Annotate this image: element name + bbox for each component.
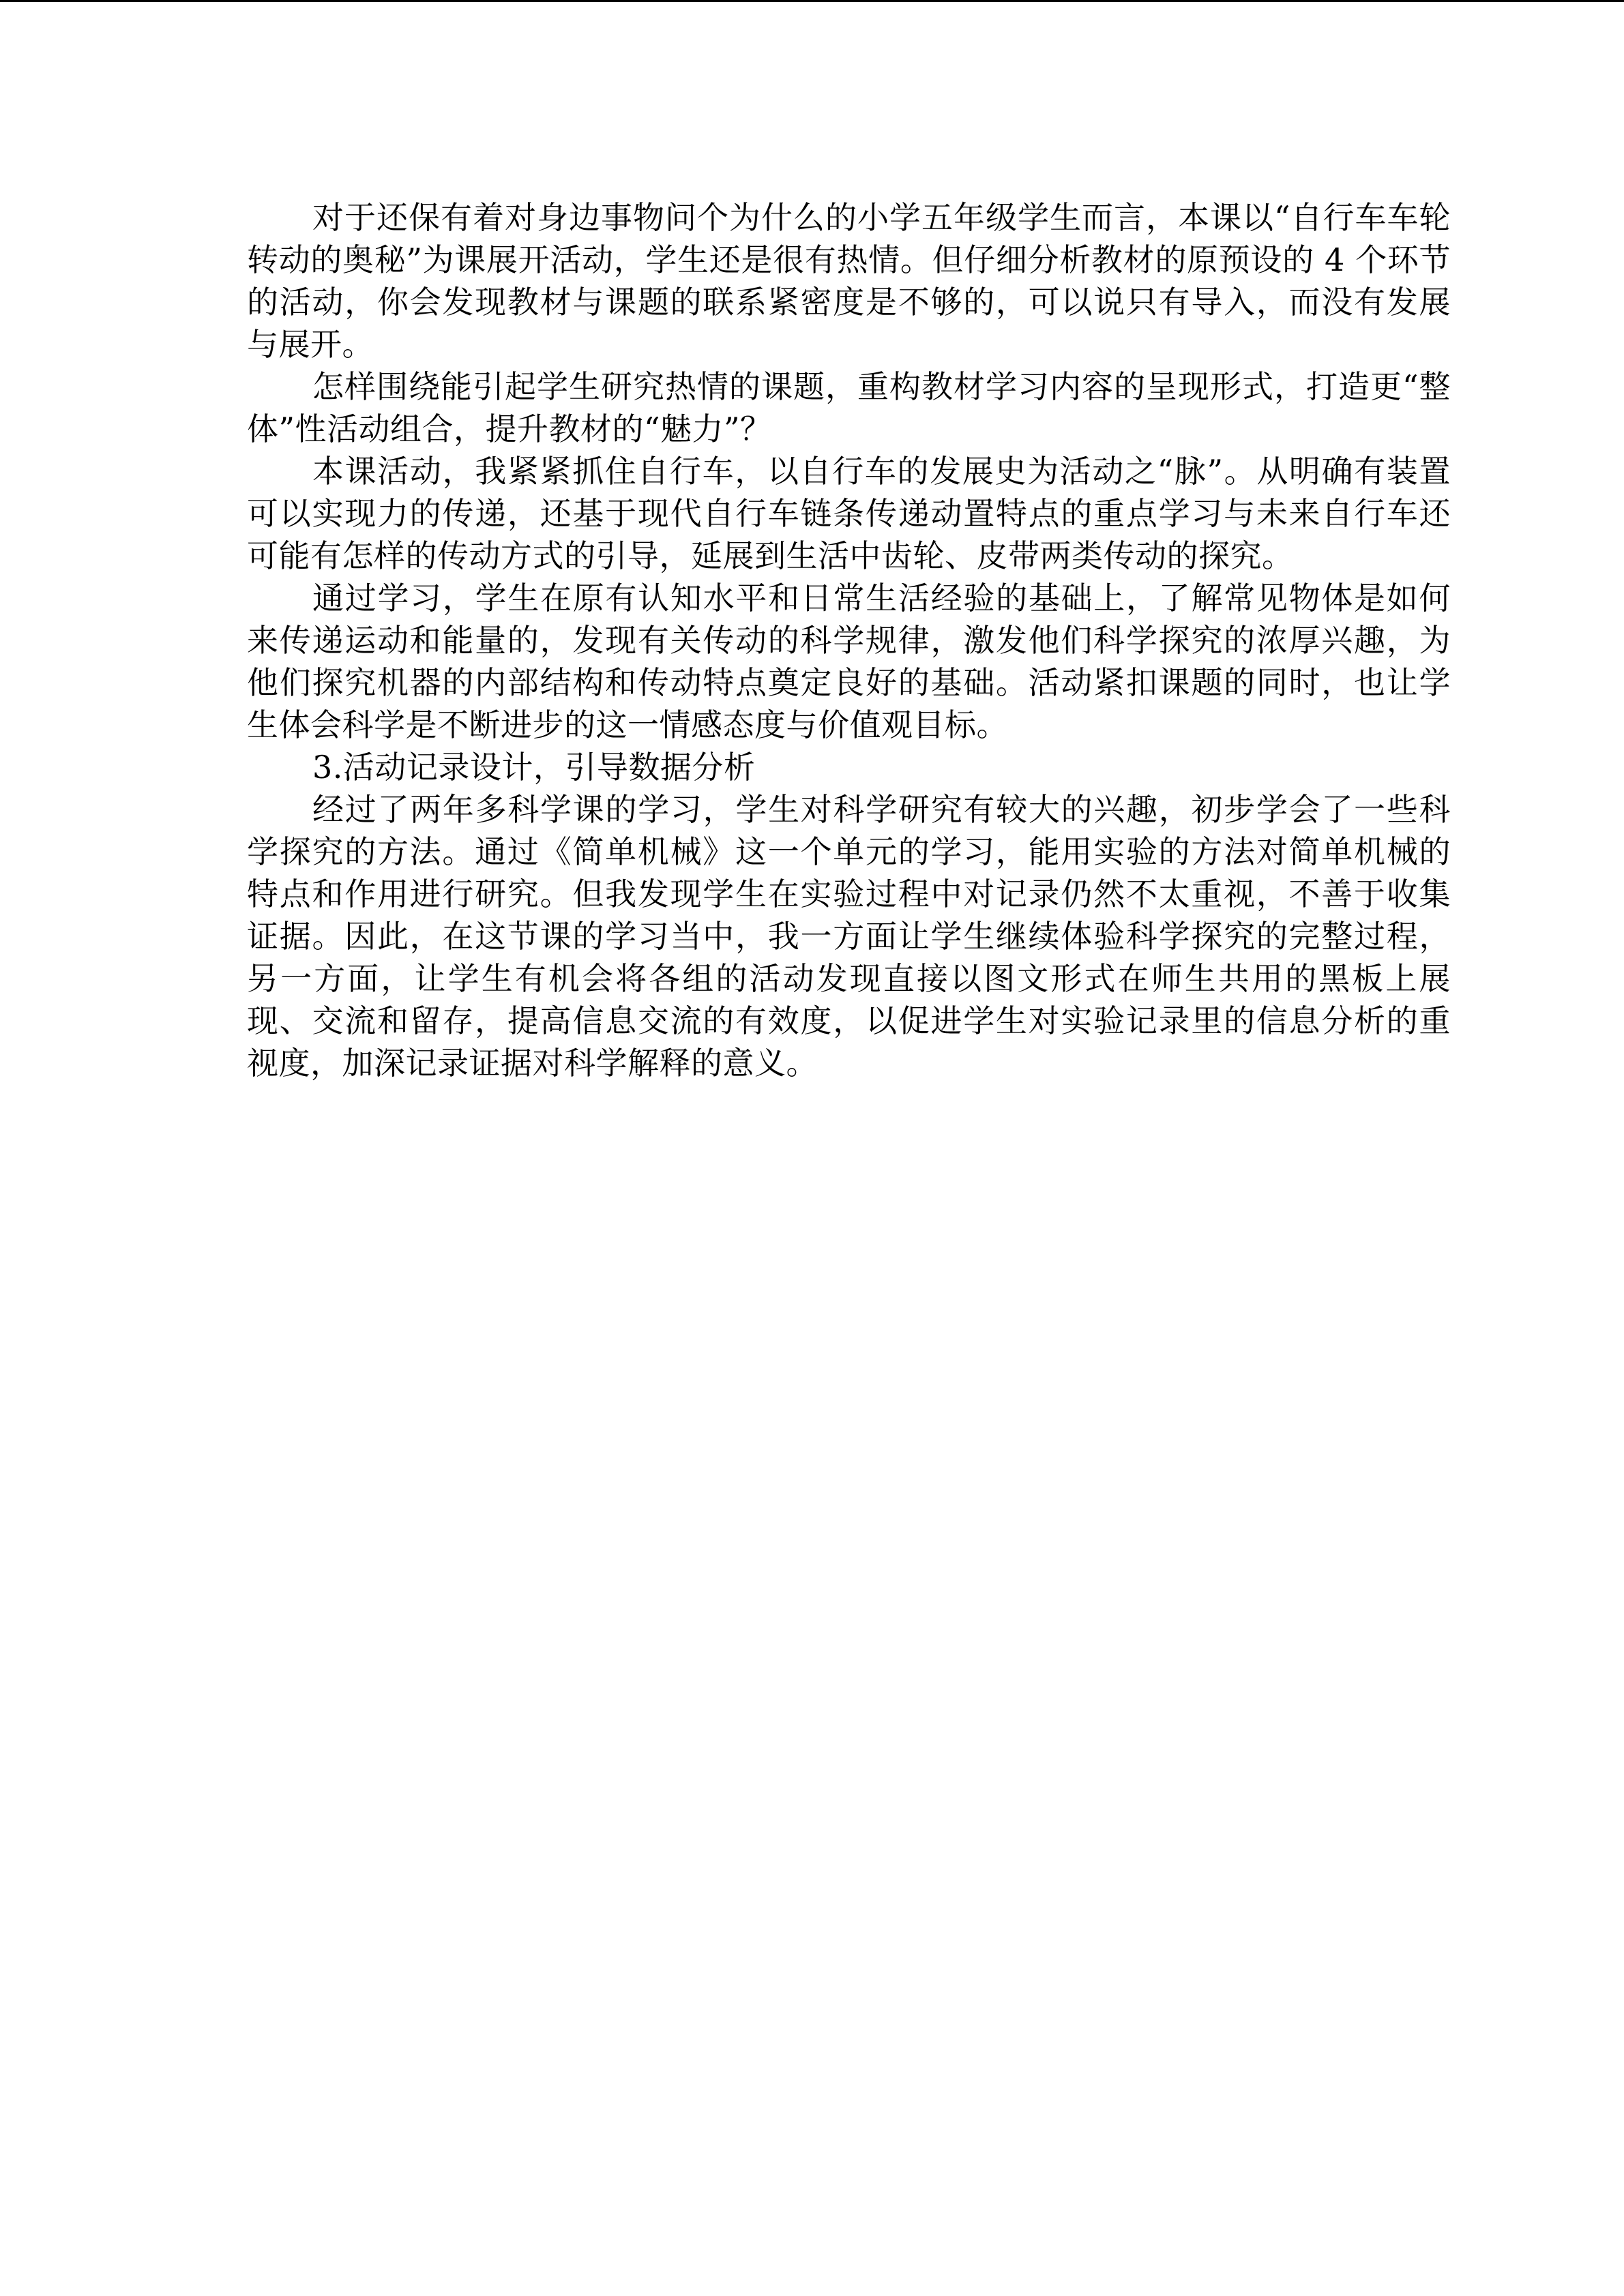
- paragraph-record-design: 经过了两年多科学课的学习，学生对科学研究有较大的兴趣，初步学会了一些科学探究的方法。通过《简单机械》这一个单元的学习，能用实验的方法对简单机械的特点和作用进行研究。但我发现学生在实验过程中对记录仍然不太重视，不善于收集证据。因此，在这节课的学习当中，我一方面让学生继续体验科学探究的完整过程，另一方面，让学生有机会将各组的活动发现直接以图文形式在师生共用的黑板上展现、交流和留存，提高信息交流的有效度，以促进学生对实验记录里的信息分析的重视度，加深记录证据对科学解释的意义。: [247, 791, 1451, 1082]
- body-text: [247, 196, 1451, 1084]
- paragraph-learning-outcome: 通过学习，学生在原有认知水平和日常生活经验的基础上，了解常见物体是如何来传递运动和能量的，发现有关传动的科学规律，激发他们科学探究的浓厚兴趣，为他们探究机器的内部结构和传动特点奠定良好的基础。活动紧扣课题的同时，也让学生体会科学是不断进步的这一情感态度与价值观目标。: [247, 580, 1451, 743]
- section-heading: 3.活动记录设计，引导数据分析: [312, 749, 756, 786]
- paragraph-bicycle-history: 本课活动，我紧紧抓住自行车，以自行车的发展史为活动之“脉”。从明确有装置可以实现力的传递，还基于现代自行车链条传递动置特点的重点学习与未来自行车还可能有怎样的传动方式的引导，延展到生活中齿轮、皮带两类传动的探究。: [247, 453, 1451, 574]
- paragraph-intro: 对于还保有着对身边事物问个为什么的小学五年级学生而言，本课以“自行车车轮转动的奥秘”为课展开活动，学生还是很有热情。但仔细分析教材的原预设的 4 个环节的活动，你会发现教材与课题的联系紧密度是不够的，可以说只有导入，而没有发展与展开。: [247, 199, 1451, 363]
- paragraph-question: 怎样围绕能引起学生研究热情的课题，重构教材学习内容的呈现形式，打造更“整体”性活动组合，提升教材的“魅力”？: [247, 368, 1451, 447]
